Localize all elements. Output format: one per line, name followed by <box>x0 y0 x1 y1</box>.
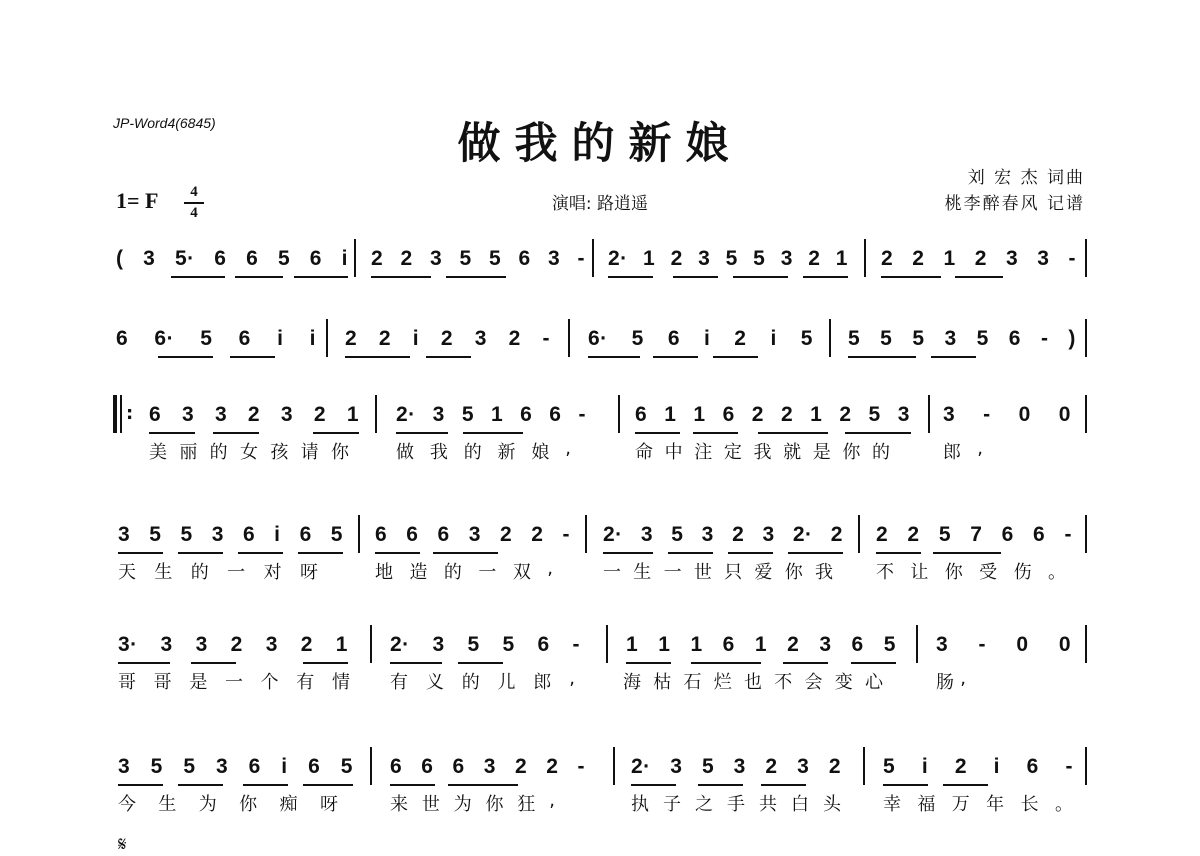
score-line-2 <box>113 322 1088 378</box>
lyric: 美 丽 的 女 孩 请 你 <box>149 442 349 463</box>
measure: 2 2 5 7 6 6 - <box>876 523 1072 546</box>
lyric: 天 生 的 一 对 呀 <box>118 562 318 583</box>
lyric: 今 生 为 你 痴 呀 <box>118 794 338 815</box>
measure: 6 1 1 6 2 2 1 2 5 3 <box>635 403 910 426</box>
software-version: JP-Word4(6845) <box>113 115 216 131</box>
lyric: 幸 福 万 年 长 。 <box>883 794 1073 815</box>
measure: 3 5 5 3 6 i 6 5 <box>118 523 343 546</box>
measure: 1 1 1 6 1 2 3 6 5 <box>626 633 896 656</box>
measure: 6 6 6 3 2 2 - <box>390 755 585 778</box>
measure: 2· 3 5 5 6 - <box>390 633 580 656</box>
score-line-4 <box>113 518 1088 583</box>
measure: 2 2 i 2 3 2 - <box>345 327 550 350</box>
lyric: 有 义 的 儿 郎 , <box>390 668 575 693</box>
score-line-5 <box>113 628 1088 693</box>
time-denominator: 4 <box>190 205 198 221</box>
lyric: 来 世 为 你 狂 , <box>390 790 555 815</box>
lyric: 命 中 注 定 我 就 是 你 的 <box>635 442 890 463</box>
lyric: 执 子 之 手 共 白 头 <box>631 794 841 815</box>
score-line-1 <box>113 242 1088 298</box>
measure: 5 5 5 3 5 6 - ) <box>848 327 1076 350</box>
lyric: 一 生 一 世 只 爱 你 我 <box>603 562 833 583</box>
measure: 6 3 3 2 3 2 1 <box>149 403 359 426</box>
measure: 2· 3 5 1 6 6 - <box>396 403 586 426</box>
measure: 3 5 5 3 6 i 6 5 <box>118 755 353 778</box>
measure: 3· 3 3 2 3 2 1 <box>118 633 348 656</box>
measure: 2· 1 2 3 5 5 3 2 1 <box>608 247 848 270</box>
lyricist-composer: 刘 宏 杰 词曲 <box>967 168 1085 188</box>
score-line-3: : 6 3 3 2 3 2 1 2· 3 5 1 6 6 - 6 1 1 6 2 2 1 2 5 3 3 - 0 0 美 丽 的 女 孩 请 你 做 我 的 新 娘 , 命 中 注 定 我 就 是 你 的 郎 , <box>113 398 1088 454</box>
lyric: 做 我 的 新 娘 , <box>396 438 571 463</box>
lyric: 郎 , <box>943 438 983 463</box>
measure: 2 2 3 5 5 6 3 - <box>371 247 585 270</box>
measure: 3 - 0 0 <box>936 633 1071 656</box>
lyric: 肠 , <box>936 668 966 693</box>
measure: 6 6· 5 6 i i <box>116 327 316 350</box>
measure: 3 - 0 0 <box>943 403 1071 426</box>
time-numerator: 4 <box>190 184 198 200</box>
measure: 5 i 2 i 6 - <box>883 755 1073 778</box>
transcriber: 桃李醉春风 记谱 <box>944 194 1085 214</box>
segno-sign: 𝄋 <box>118 832 127 856</box>
measure: 6 6 6 3 2 2 - <box>375 523 570 546</box>
measure: ( 3 5· 6 6 5 6 i <box>116 247 348 270</box>
lyric: 不 让 你 受 伤 。 <box>876 562 1066 583</box>
lyric: 地 造 的 一 双 , <box>375 558 553 583</box>
singer: 演唱: 路逍遥 <box>551 194 649 214</box>
lyric: 哥 哥 是 一 个 有 情 <box>118 672 350 693</box>
measure: 2· 3 5 3 2 3 2· 2 <box>603 523 843 546</box>
score-line-6 <box>113 750 1088 815</box>
lyric: 海 枯 石 烂 也 不 会 变 心 <box>623 672 883 693</box>
measure: 2· 3 5 3 2 3 2 <box>631 755 841 778</box>
measure: 6· 5 6 i 2 i 5 <box>588 327 813 350</box>
key-signature: 1= F <box>116 188 159 213</box>
measure: 2 2 1 2 3 3 - <box>881 247 1076 270</box>
song-title: 做我的新娘 <box>457 119 743 169</box>
